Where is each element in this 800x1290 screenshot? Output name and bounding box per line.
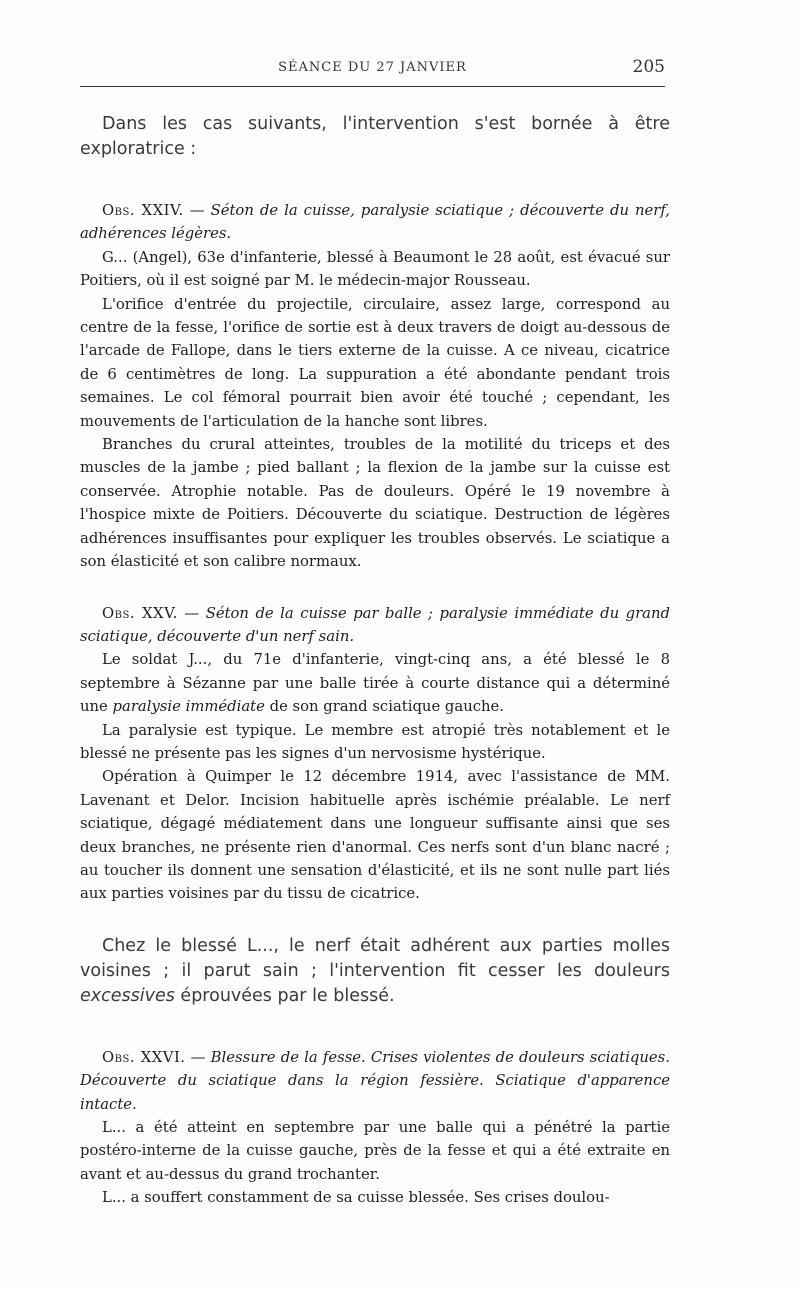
running-title: SÉANCE DU 27 JANVIER bbox=[278, 60, 467, 75]
observation-paragraph: L... a souffert constamment de sa cuisse blessée. Ses crises doulou- bbox=[102, 1189, 610, 1207]
page-number: 205 bbox=[632, 57, 665, 77]
observation-heading: Blessure de la fesse. Crises violentes de douleurs sciatiques. Découverte du sciatique dans la région fessière. Sciatique d'apparence intacte. bbox=[80, 1048, 670, 1113]
observation-heading: Séton de la cuisse par balle ; paralysie immédiate du grand sciatique, découverte d'un nerf sain. bbox=[80, 604, 670, 645]
observation-label: Obs. XXVI. bbox=[102, 1048, 186, 1066]
observation-title bbox=[80, 1046, 670, 1116]
emphasis-text: excessives bbox=[80, 985, 175, 1006]
title-dash: — bbox=[177, 604, 206, 622]
observation-label: Obs. XXIV. bbox=[102, 202, 184, 219]
intro-paragraph: Dans les cas suivants, l'intervention s'est bornée à être exploratrice : bbox=[80, 114, 670, 159]
paragraph-text: Le soldat J..., du 71e d'infanterie, vingt-cinq ans, a été blessé le 8 septembre à Sézanne par une balle tirée à courte distance qui a déterminé une bbox=[80, 651, 670, 716]
paragraph-text: de son grand sciatique gauche. bbox=[264, 698, 505, 716]
middle-paragraph bbox=[80, 934, 670, 1009]
observation-paragraph: La paralysie est typique. Le membre est atropié très notablement et le blessé ne présente pas les signes d'un nervosisme hystérique. bbox=[80, 721, 670, 762]
emphasis-text: paralysie immédiate bbox=[112, 698, 265, 716]
observation-paragraph: Opération à Quimper le 12 décembre 1914, avec l'assistance de MM. Lavenant et Delor. Incision habituelle après ischémie préalable. Le nerf sciatique, dégagé médiatement dans une longueur suffisante ainsi que ses deux branches, ne présente rien d'anormal. Ces nerfs sont d'un blanc nacré ; au toucher ils donnent une sensation d'élasticité, et ils ne sont nulle part liés aux parties voisines par du tissu de cicatrice. bbox=[80, 768, 670, 903]
observation-paragraph: L... a été atteint en septembre par une balle qui a pénétré la partie postéro-interne de la cuisse gauche, près de la fesse et qui a été extraite en avant et au-dessus du grand trochanter. bbox=[80, 1119, 670, 1183]
observation-paragraph: L'orifice d'entrée du projectile, circulaire, assez large, correspond au centre de la fesse, l'orifice de sortie est à deux travers de doigt au-dessous de l'arcade de Fallope, dans le tiers externe de la cuisse. A ce niveau, cicatrice de 6 centimètres de long. La suppuration a été abondante pendant trois semaines. Le col fémoral pourrait bien avoir été touché ; cependant, les mouvements de l'articulation de la hanche sont libres. bbox=[80, 295, 670, 430]
observation-paragraph: G... (Angel), 63e d'infanterie, blessé à Beaumont le 28 août, est évacué sur Poitiers, où il est soigné par M. le médecin-major Rousseau. bbox=[80, 248, 670, 290]
observation-heading: Séton de la cuisse, paralysie sciatique ; découverte du nerf, adhérences légères. bbox=[80, 202, 671, 243]
page-header bbox=[80, 56, 665, 87]
paragraph-text: éprouvées par le blessé. bbox=[174, 985, 395, 1006]
observation-25 bbox=[80, 602, 670, 906]
observation-26 bbox=[80, 1046, 670, 1210]
observation-paragraph: Branches du crural atteintes, troubles de la motilité du triceps et des muscles de la jambe ; pied ballant ; la flexion de la jambe sur la cuisse est conservée. Atrophie notable. Pas de douleurs. Opéré le 19 novembre à l'hospice mixte de Poitiers. Découverte du sciatique. Destruction de légères adhérences insuffisantes pour expliquer les troubles observés. Le sciatique a son élasticité et son calibre normaux. bbox=[80, 436, 670, 571]
observation-paragraph bbox=[80, 648, 670, 718]
observation-24 bbox=[80, 199, 670, 574]
observation-label: Obs. XXV. bbox=[102, 604, 178, 622]
title-dash: — bbox=[183, 202, 211, 219]
title-dash: — bbox=[185, 1048, 211, 1066]
observation-title bbox=[80, 602, 670, 649]
page-body bbox=[80, 112, 670, 1210]
observation-title bbox=[80, 199, 670, 246]
paragraph-text: Chez le blessé L..., le nerf était adhérent aux parties molles voisines ; il parut sain ; l'intervention fit cesser les douleurs bbox=[80, 935, 670, 981]
